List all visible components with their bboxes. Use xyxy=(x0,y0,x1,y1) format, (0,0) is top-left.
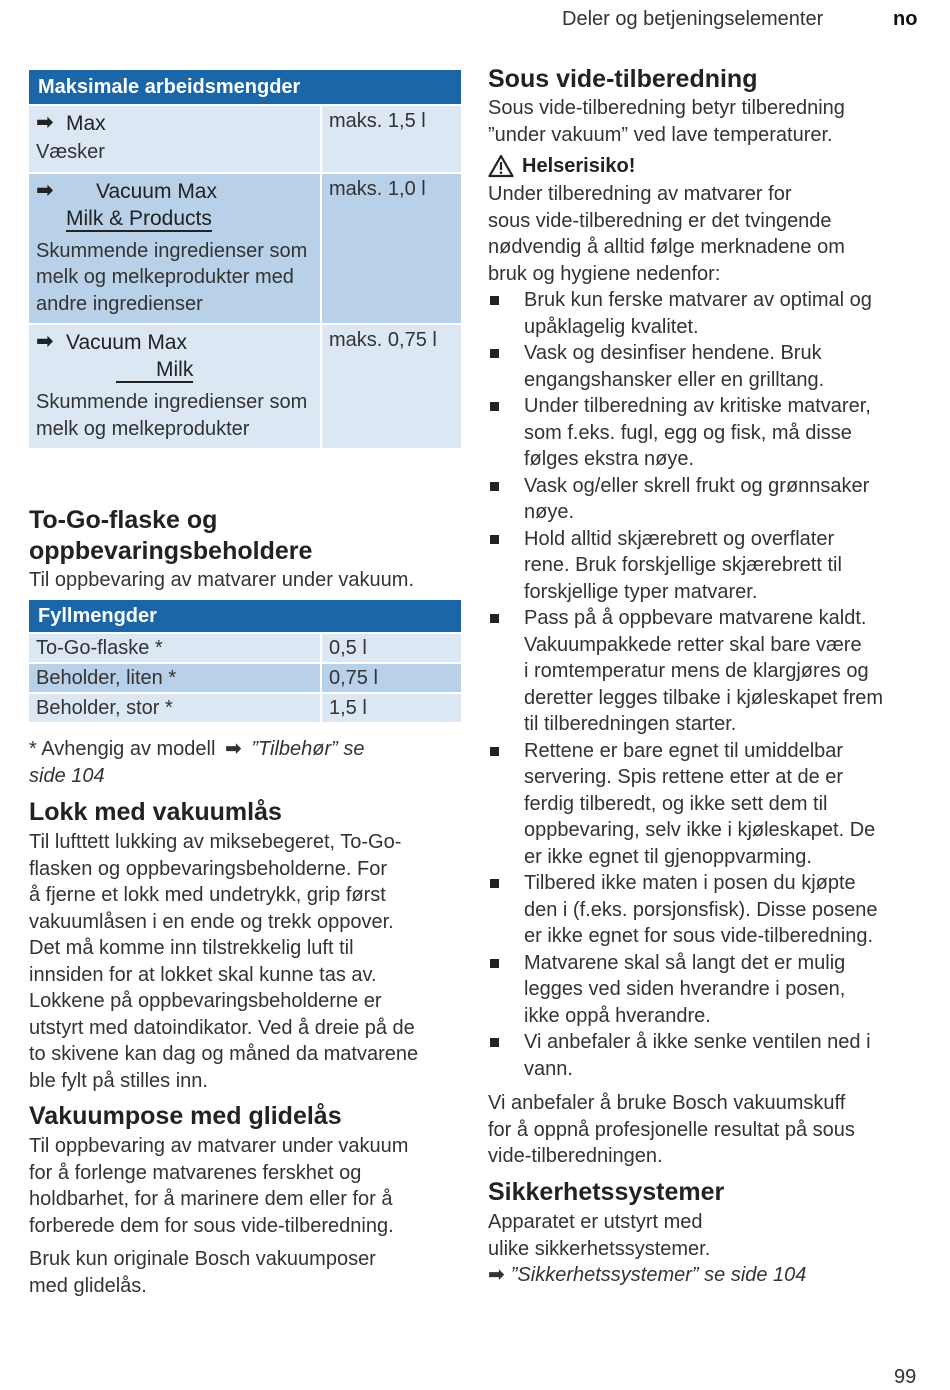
table-row xyxy=(29,664,461,692)
program-description: Skummende ingredienser som melk og melkeprodukter xyxy=(36,391,308,440)
program-name-line2: Milk & Products xyxy=(66,206,212,230)
list-item: Tilbered ikke maten i posen du kjøpte den i (f.eks. porsjonsfisk). Disse posene er ikke egnet for sous vide-tilberedning. xyxy=(488,870,928,950)
page-header xyxy=(0,6,950,32)
arrow-right-icon: ➡ xyxy=(225,738,242,760)
table-row xyxy=(29,106,461,172)
list-item: Rettene er bare egnet til umiddelbar servering. Spis rettene etter at de er ferdig tilberedt, og ikke sett dem til oppbevaring, selv ikke i kjøleskapet. De er ikke egnet til gjenoppvarming. xyxy=(488,738,928,871)
sikkerhet-paragraph: Apparatet er utstyrt med ulike sikkerhetssystemer. ➡ ”Sikkerhetssystemer” se side 104 xyxy=(488,1211,807,1286)
fill-table-title: Fyllmengder xyxy=(29,600,461,632)
program-name-line2: Milk xyxy=(116,358,193,383)
program-name: Max xyxy=(66,112,106,135)
table-row xyxy=(29,634,461,662)
list-item: Hold alltid skjærebrett og overflater rene. Bruk forskjellige skjærebrett til forskjellige typer matvarer. xyxy=(488,526,928,606)
warning-text: Under tilberedning av matvarer for sous vide-tilberedning er det tvingende nødvendig å alltid følge merknadene om bruk og hygiene nedenfor: xyxy=(488,183,845,285)
program-cell xyxy=(29,325,320,448)
table-row xyxy=(29,325,461,448)
recommendation-paragraph: Vi anbefaler å bruke Bosch vakuumskuff for å oppnå profesjonelle resultat på sous vide-tilberedningen. xyxy=(488,1092,855,1167)
fill-quantities-table xyxy=(29,600,461,722)
header-language: no xyxy=(893,8,918,30)
max-value: maks. 1,0 l xyxy=(322,174,461,324)
program-cell xyxy=(29,174,320,324)
max-value: maks. 0,75 l xyxy=(322,325,461,448)
list-item: Pass på å oppbevare matvarene kaldt. Vakuumpakkede retter skal bare være i romtemperatur mens de klargjøres og deretter legges tilbake i kjøleskapet frem til tilberedningen starter. xyxy=(488,605,928,738)
fill-value: 0,5 l xyxy=(322,634,461,662)
arrow-right-icon: ➡ xyxy=(488,1264,505,1286)
program-cell xyxy=(29,106,320,172)
max-table-title: Maksimale arbeidsmengder xyxy=(29,70,461,104)
program-description: Skummende ingredienser som melk og melkeprodukter med andre ingredienser xyxy=(36,239,308,315)
program-description: Væsker xyxy=(36,141,105,163)
fill-item: To-Go-flaske * xyxy=(29,634,320,662)
warning-triangle-icon xyxy=(488,154,514,178)
togo-description: Til oppbevaring av matvarer under vakuum. xyxy=(29,569,414,591)
max-value: maks. 1,5 l xyxy=(322,106,461,172)
lokk-paragraph: Til lufttett lukking av miksebegeret, To-Go- flasken og oppbevaringsbeholderne. For å fjerne et lokk med undetrykk, grip først vakuumlåsen i en ende og trekk oppover. Det må komme inn tilstrekkelig luft til innsiden for at lokket skal kunne tas av. Lokkene på oppbevaringsbeholderne er utstyrt med datoindikator. Ved å dreie på de to skivene kan dag og måned da matvarene ble fylt på stilles inn. xyxy=(29,831,419,1092)
max-quantities-table xyxy=(29,70,461,448)
list-item: Vask og/eller skrell frukt og grønnsaker nøye. xyxy=(488,473,928,526)
sikkerhet-reference[interactable]: ”Sikkerhetssystemer” se side 104 xyxy=(510,1264,807,1286)
section-heading-vakuumpose: Vakuumpose med glidelås xyxy=(29,1102,342,1130)
list-item: Matvarene skal så langt det er mulig legges ved siden hverandre i posen, ikke oppå hverandre. xyxy=(488,950,928,1030)
table-row xyxy=(29,694,461,722)
arrow-right-icon: ➡ xyxy=(36,178,54,202)
list-item: Vi anbefaler å ikke senke ventilen ned i vann. xyxy=(488,1029,928,1082)
program-name-line1: Vacuum Max xyxy=(66,331,187,354)
footnote-reference-page[interactable]: side 104 xyxy=(29,764,105,787)
fill-item: Beholder, stor * xyxy=(29,694,320,722)
hygiene-list xyxy=(488,287,928,1082)
footnote-text: * Avhengig av modell xyxy=(29,738,216,760)
fill-item: Beholder, liten * xyxy=(29,664,320,692)
section-heading-togo: To-Go-flaske og oppbevaringsbeholdere xyxy=(29,506,313,565)
page-number: 99 xyxy=(894,1366,917,1388)
list-item: Vask og desinfiser hendene. Bruk engangshansker eller en grilltang. xyxy=(488,340,928,393)
arrow-right-icon: ➡ xyxy=(36,111,54,134)
list-item: Under tilberedning av kritiske matvarer, som f.eks. fugl, egg og fisk, må disse følges ekstra nøye. xyxy=(488,393,928,473)
footnote xyxy=(29,736,461,789)
section-heading-sikkerhet: Sikkerhetssystemer xyxy=(488,1178,725,1206)
warning-heading: Helserisiko! xyxy=(488,154,928,178)
list-item: Bruk kun ferske matvarer av optimal og upåklagelig kvalitet. xyxy=(488,287,928,340)
header-title: Deler og betjeningselementer xyxy=(562,8,824,30)
sous-vide-intro: Sous vide-tilberedning betyr tilberedning ”under vakuum” ved lave temperaturer. xyxy=(488,97,845,146)
arrow-right-icon: ➡ xyxy=(36,330,54,353)
footnote-reference[interactable]: ”Tilbehør” se xyxy=(251,738,365,760)
program-name-line1: Vacuum Max xyxy=(96,179,217,203)
vakuumpose-paragraph-2: Bruk kun originale Bosch vakuumposer med glidelås. xyxy=(29,1248,376,1297)
fill-value: 1,5 l xyxy=(322,694,461,722)
vakuumpose-paragraph-1: Til oppbevaring av matvarer under vakuum for å forlenge matvarenes ferskhet og holdbarhet, for å marinere dem eller for å forberede dem for sous vide-tilberedning. xyxy=(29,1135,409,1237)
table-row xyxy=(29,174,461,324)
section-heading-sous-vide: Sous vide-tilberedning xyxy=(488,65,758,93)
section-heading-lokk: Lokk med vakuumlås xyxy=(29,798,282,826)
fill-value: 0,75 l xyxy=(322,664,461,692)
